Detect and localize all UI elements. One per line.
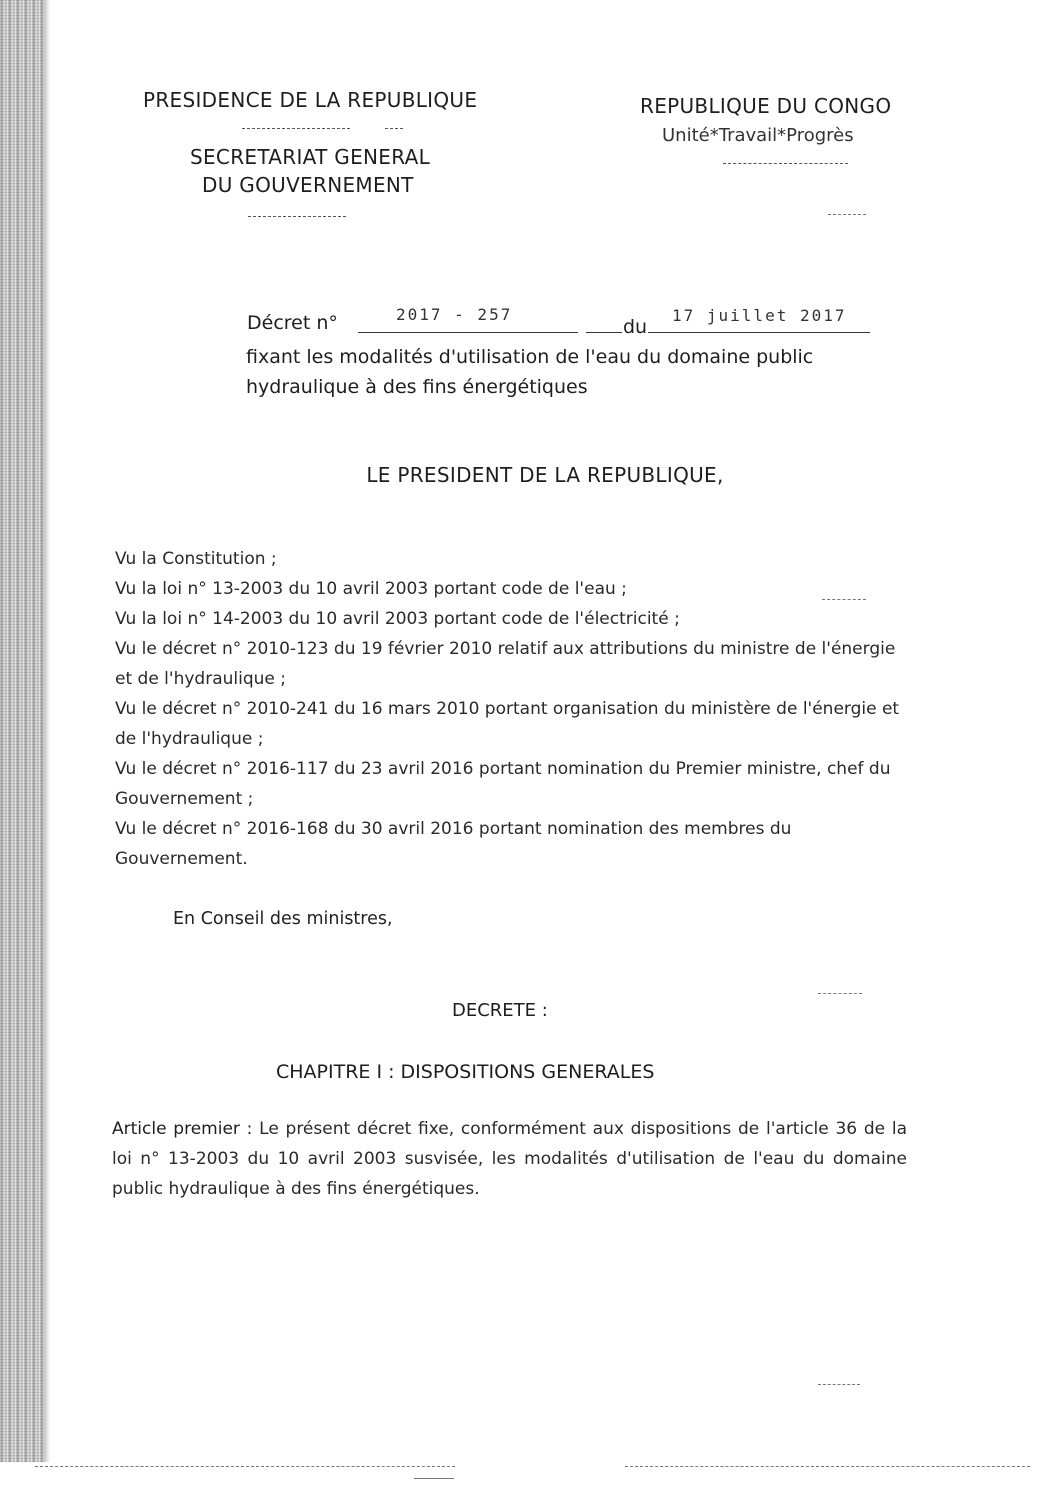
visa-item: Vu le décret n° 2016-117 du 23 avril 2016 portant nomination du Premier ministre, chef du Gouvernement ;: [115, 759, 891, 809]
chapter-title: CHAPITRE I : DISPOSITIONS GENERALES: [276, 1061, 655, 1083]
header-right-dash: [723, 163, 848, 164]
header-motto: Unité*Travail*Progrès: [662, 125, 854, 146]
scan-edge-artifact: [0, 0, 44, 1462]
decree-subject-line-2: hydraulique à des fins énergétiques: [246, 376, 588, 398]
header-left-dash-1: [242, 128, 350, 129]
article-premier: [112, 1114, 907, 1204]
authority-heading: LE PRESIDENT DE LA REPUBLIQUE,: [366, 463, 724, 487]
decree-date: 17 juillet 2017: [672, 306, 847, 325]
decree-du-line: [586, 332, 622, 333]
scan-speck: [828, 214, 866, 215]
scan-speck: [414, 1478, 454, 1479]
visa-item: Vu la loi n° 14-2003 du 10 avril 2003 portant code de l'électricité ;: [115, 609, 680, 629]
header-republique: REPUBLIQUE DU CONGO: [640, 94, 892, 118]
header-gouvernement: DU GOUVERNEMENT: [202, 173, 414, 197]
decree-label: Décret n°: [247, 312, 338, 334]
decree-subject-line-1: fixant les modalités d'utilisation de l'eau du domaine public: [246, 346, 814, 368]
visa-item: Vu la loi n° 13-2003 du 10 avril 2003 portant code de l'eau ;: [115, 579, 627, 599]
article-label: Article premier :: [112, 1119, 253, 1139]
council-line: En Conseil des ministres,: [173, 909, 393, 929]
visa-item: Vu le décret n° 2010-241 du 16 mars 2010 portant organisation du ministère de l'énergie et de l'hydraulique ;: [115, 699, 900, 749]
article-text: Le présent décret fixe, conformément aux dispositions de l'article 36 de la loi n° 13-2003 du 10 avril 2003 susvisée, les modalités d'utilisation de l'eau du domaine public hydraulique à des fins énergétiques.: [112, 1119, 908, 1199]
decree-number: 2017 - 257: [396, 305, 513, 324]
scan-speck: [818, 1384, 860, 1385]
scan-speck: [35, 1466, 455, 1467]
header-presidence: PRESIDENCE DE LA REPUBLIQUE: [143, 88, 478, 112]
visa-item: Vu le décret n° 2010-123 du 19 février 2010 relatif aux attributions du ministre de l'énergie et de l'hydraulique ;: [115, 639, 896, 689]
decrete-heading: DECRETE :: [452, 1000, 548, 1021]
decree-du-label: du: [623, 316, 648, 338]
header-secretariat: SECRETARIAT GENERAL: [190, 145, 431, 169]
header-left-dash-2: [385, 128, 403, 129]
decree-number-line: [358, 332, 578, 333]
header-left-dash-3: [248, 216, 346, 217]
scan-speck: [818, 993, 862, 994]
decree-date-line: [648, 332, 870, 333]
visa-item: Vu la Constitution ;: [115, 549, 277, 569]
visa-list: [115, 544, 915, 874]
scan-speck: [625, 1466, 1030, 1467]
visa-item: Vu le décret n° 2016-168 du 30 avril 2016 portant nomination des membres du Gouvernement.: [115, 819, 792, 869]
